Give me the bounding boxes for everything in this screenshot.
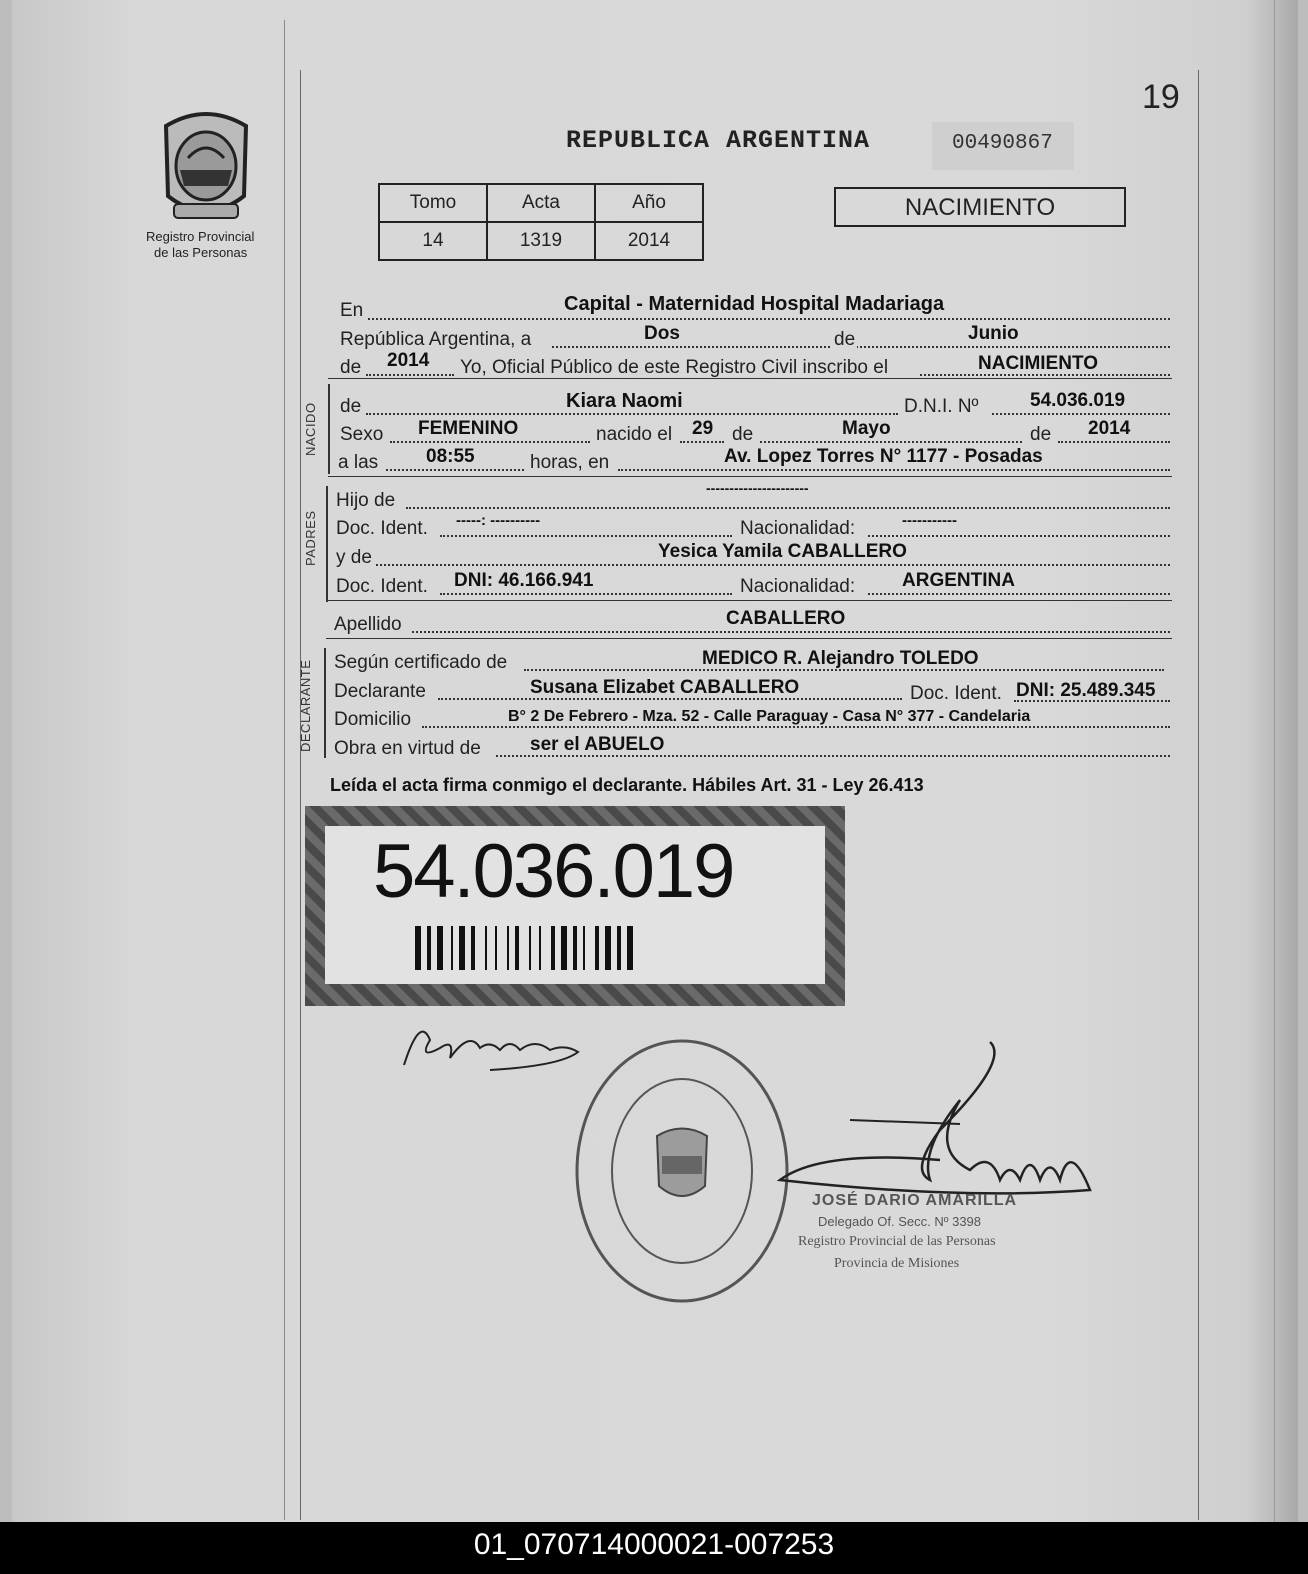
birth-time: 08:55 bbox=[426, 446, 475, 467]
place-value: Capital - Maternidad Hospital Madariaga bbox=[564, 293, 945, 315]
obra-value: ser el ABUELO bbox=[530, 734, 665, 755]
acta-value: 1319 bbox=[487, 222, 595, 260]
barcode-bar bbox=[529, 926, 531, 970]
mother-doc: DNI: 46.166.941 bbox=[454, 570, 594, 591]
en-label: En bbox=[340, 300, 364, 321]
barcode-bar bbox=[451, 926, 453, 970]
serial-number: 00490867 bbox=[932, 122, 1074, 170]
barcode-bar bbox=[561, 926, 567, 970]
horas-label: horas, en bbox=[530, 452, 610, 473]
barcode-number: 54.036.019 bbox=[373, 829, 734, 914]
mother-doc-label: Doc. Ident. bbox=[336, 576, 428, 597]
birth-month: Mayo bbox=[842, 418, 891, 439]
mother-name: Yesica Yamila CABALLERO bbox=[658, 541, 907, 562]
anio-header: Año bbox=[595, 184, 703, 222]
record-type: NACIMIENTO bbox=[904, 194, 1056, 221]
barcode-bar bbox=[595, 926, 599, 970]
father-doc-label: Doc. Ident. bbox=[336, 518, 428, 539]
declarant-label: Declarante bbox=[334, 681, 426, 702]
nacido-el-label: nacido el bbox=[596, 424, 673, 445]
sexo-label: Sexo bbox=[340, 424, 384, 445]
tomo-value: 14 bbox=[379, 222, 487, 260]
barcode-bar bbox=[415, 926, 421, 970]
republic-label: República Argentina, a bbox=[340, 329, 532, 350]
nacido-section-label: NACIDO bbox=[303, 402, 318, 456]
barcode-bar bbox=[485, 926, 487, 970]
declarant-signature bbox=[400, 1010, 590, 1080]
father-nationality: ----------- bbox=[902, 512, 957, 529]
de-year-label: de bbox=[340, 357, 362, 378]
footer-statement: Leída el acta firma conmigo el declarante. Hábiles Art. 31 - Ley 26.413 bbox=[330, 775, 924, 795]
domicilio-value: B° 2 De Febrero - Mza. 52 - Calle Paraguay - Casa N° 377 - Candelaria bbox=[508, 708, 1031, 725]
country-title: REPUBLICA ARGENTINA bbox=[566, 126, 871, 155]
birth-address: Av. Lopez Torres N° 1177 - Posadas bbox=[724, 446, 1043, 467]
official-signature bbox=[760, 1040, 1100, 1200]
y-de-label: y de bbox=[336, 547, 372, 568]
official-title: Delegado Of. Secc. Nº 3398 bbox=[818, 1214, 982, 1229]
barcode-bar bbox=[551, 926, 555, 970]
day-value: Dos bbox=[644, 323, 680, 344]
event-value: NACIMIENTO bbox=[978, 353, 1098, 374]
registry-name-line1: Registro Provincial bbox=[146, 229, 255, 244]
mother-nat-label: Nacionalidad: bbox=[740, 576, 856, 597]
domicilio-label: Domicilio bbox=[334, 709, 412, 730]
yo-text: Yo, Oficial Público de este Registro Civil inscribo el bbox=[460, 357, 889, 378]
barcode-bar bbox=[627, 926, 633, 970]
child-dni: 54.036.019 bbox=[1030, 390, 1126, 411]
father-name: ---------------------- bbox=[706, 480, 809, 496]
barcode-bar bbox=[605, 926, 611, 970]
a-las-label: a las bbox=[338, 452, 379, 473]
barcode-bar bbox=[495, 926, 497, 970]
dni-label: D.N.I. Nº bbox=[904, 396, 979, 417]
barcode-bar bbox=[617, 926, 621, 970]
apellido-value: CABALLERO bbox=[726, 608, 846, 629]
birth-de-label: de bbox=[732, 424, 754, 445]
barcode-bar bbox=[539, 926, 541, 970]
father-doc: -----: ---------- bbox=[456, 512, 541, 529]
registry-round-stamp bbox=[572, 1036, 792, 1306]
declarante-section-label: DECLARANTE bbox=[298, 659, 313, 752]
nacido-de-label: de bbox=[340, 396, 362, 417]
official-province: Provincia de Misiones bbox=[834, 1256, 960, 1271]
declarant-doc: DNI: 25.489.345 bbox=[1016, 680, 1156, 701]
declarant-doc-label: Doc. Ident. bbox=[910, 683, 1002, 704]
page-number: 19 bbox=[1142, 78, 1180, 116]
registry-name-line2: de las Personas bbox=[154, 245, 248, 260]
barcode-bar bbox=[573, 926, 577, 970]
record-table bbox=[378, 183, 704, 261]
province-seal-icon bbox=[158, 108, 254, 224]
file-id: 01_070714000021-007253 bbox=[473, 1528, 835, 1561]
barcode-bar bbox=[507, 926, 509, 970]
tomo-header: Tomo bbox=[379, 184, 487, 222]
acta-header: Acta bbox=[487, 184, 595, 222]
birth-day: 29 bbox=[692, 418, 714, 439]
de-label: de bbox=[834, 329, 856, 350]
birth-de-label-2: de bbox=[1030, 424, 1052, 445]
obra-label: Obra en virtud de bbox=[334, 738, 481, 759]
padres-section-label: PADRES bbox=[303, 510, 318, 566]
official-registry: Registro Provincial de las Personas bbox=[798, 1234, 996, 1249]
father-nat-label: Nacionalidad: bbox=[740, 518, 856, 539]
sexo-value: FEMENINO bbox=[418, 418, 519, 439]
apellido-label: Apellido bbox=[334, 614, 402, 635]
barcode-bar bbox=[437, 926, 443, 970]
month-value: Junio bbox=[968, 323, 1019, 344]
record-type-box bbox=[834, 187, 1126, 227]
barcode-bar bbox=[427, 926, 431, 970]
cert-value: MEDICO R. Alejandro TOLEDO bbox=[702, 648, 979, 669]
birth-year: 2014 bbox=[1088, 418, 1131, 439]
official-name: JOSÉ DARIO AMARILLA bbox=[812, 1192, 1018, 1209]
cert-label: Según certificado de bbox=[334, 652, 508, 673]
barcode-icon bbox=[415, 826, 745, 984]
dni-barcode-label bbox=[305, 806, 845, 1006]
barcode-bar bbox=[583, 926, 585, 970]
file-id-bar bbox=[0, 1522, 1308, 1574]
child-name: Kiara Naomi bbox=[566, 390, 683, 412]
anio-value: 2014 bbox=[595, 222, 703, 260]
hijo-de-label: Hijo de bbox=[336, 490, 396, 511]
declarant-name: Susana Elizabet CABALLERO bbox=[530, 677, 800, 698]
mother-nationality: ARGENTINA bbox=[902, 570, 1015, 591]
barcode-bar bbox=[515, 926, 519, 970]
barcode-bar bbox=[459, 926, 465, 970]
year-value: 2014 bbox=[387, 350, 430, 371]
barcode-bar bbox=[471, 926, 475, 970]
